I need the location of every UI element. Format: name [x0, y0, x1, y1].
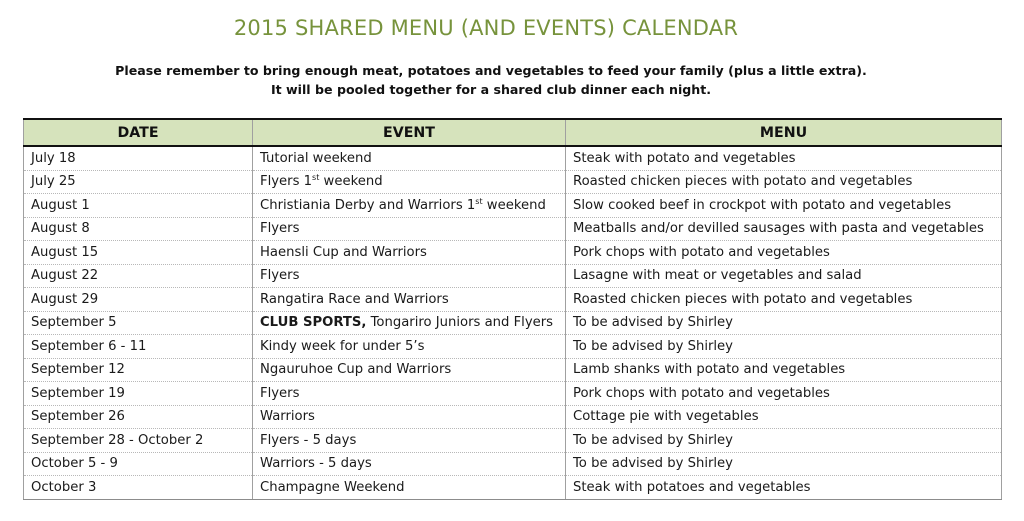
- cell-date: September 6 - 11: [24, 335, 253, 359]
- table-row: [24, 311, 1002, 335]
- cell-menu: Lasagne with meat or vegetables and salad: [566, 264, 1002, 288]
- cell-event: Tutorial weekend: [253, 146, 566, 170]
- table-row: [24, 241, 1002, 265]
- table-row: [24, 146, 1002, 170]
- cell-menu: Pork chops with potato and vegetables: [566, 241, 1002, 265]
- event-text: weekend: [482, 197, 546, 213]
- cell-date: August 29: [24, 288, 253, 312]
- cell-menu: Steak with potatoes and vegetables: [566, 476, 1002, 500]
- cell-date: August 1: [24, 194, 253, 218]
- cell-menu: To be advised by Shirley: [566, 452, 1002, 476]
- table-row: [24, 194, 1002, 218]
- table-body: [24, 146, 1002, 499]
- event-text: Tongariro Juniors and Flyers: [366, 315, 554, 331]
- cell-event: [253, 311, 566, 335]
- column-header-event: EVENT: [253, 119, 566, 146]
- table-row: [24, 170, 1002, 194]
- cell-menu: Roasted chicken pieces with potato and vegetables: [566, 170, 1002, 194]
- table-row: [24, 264, 1002, 288]
- table-row: [24, 358, 1002, 382]
- ordinal-superscript: st: [475, 196, 483, 206]
- cell-date: October 3: [24, 476, 253, 500]
- table-row: [24, 288, 1002, 312]
- cell-date: September 5: [24, 311, 253, 335]
- cell-date: October 5 - 9: [24, 452, 253, 476]
- table-row: [24, 217, 1002, 241]
- cell-date: September 12: [24, 358, 253, 382]
- table-header-row: [24, 119, 1002, 146]
- cell-date: July 25: [24, 170, 253, 194]
- event-text: weekend: [319, 174, 383, 190]
- cell-event: Flyers: [253, 264, 566, 288]
- cell-event: [253, 170, 566, 194]
- subtitle-line-2: It will be pooled together for a shared club dinner each night.: [270, 82, 712, 97]
- table-row: [24, 429, 1002, 453]
- cell-date: September 28 - October 2: [24, 429, 253, 453]
- event-text: Christiania Derby and Warriors 1: [260, 197, 476, 213]
- table-row: [24, 476, 1002, 500]
- cell-event: Haensli Cup and Warriors: [253, 241, 566, 265]
- cell-menu: Steak with potato and vegetables: [566, 146, 1002, 170]
- column-header-date: DATE: [24, 119, 253, 146]
- table-row: [24, 335, 1002, 359]
- cell-event: Champagne Weekend: [253, 476, 566, 500]
- cell-menu: Meatballs and/or devilled sausages with pasta and vegetables: [566, 217, 1002, 241]
- cell-date: August 22: [24, 264, 253, 288]
- cell-event: Kindy week for under 5’s: [253, 335, 566, 359]
- table-row: [24, 452, 1002, 476]
- cell-date: August 8: [24, 217, 253, 241]
- column-header-menu: MENU: [566, 119, 1002, 146]
- cell-event: Flyers: [253, 217, 566, 241]
- cell-menu: To be advised by Shirley: [566, 429, 1002, 453]
- cell-date: July 18: [24, 146, 253, 170]
- event-bold-text: CLUB SPORTS,: [260, 315, 367, 331]
- cell-event: Ngauruhoe Cup and Warriors: [253, 358, 566, 382]
- cell-event: Warriors: [253, 405, 566, 429]
- cell-menu: To be advised by Shirley: [566, 335, 1002, 359]
- menu-calendar-table: [23, 118, 1002, 500]
- page-title: 2015 SHARED MENU (AND EVENTS) CALENDAR: [233, 16, 739, 40]
- subtitle: [0, 61, 982, 99]
- cell-menu: Lamb shanks with potato and vegetables: [566, 358, 1002, 382]
- table-row: [24, 405, 1002, 429]
- cell-menu: Pork chops with potato and vegetables: [566, 382, 1002, 406]
- cell-menu: To be advised by Shirley: [566, 311, 1002, 335]
- cell-date: September 26: [24, 405, 253, 429]
- cell-event: [253, 194, 566, 218]
- cell-date: September 19: [24, 382, 253, 406]
- event-text: Flyers 1: [260, 174, 313, 190]
- cell-menu: Cottage pie with vegetables: [566, 405, 1002, 429]
- subtitle-line-1: Please remember to bring enough meat, potatoes and vegetables to feed your family (plus a little extra).: [115, 63, 867, 78]
- cell-date: August 15: [24, 241, 253, 265]
- cell-menu: Slow cooked beef in crockpot with potato and vegetables: [566, 194, 1002, 218]
- cell-event: Flyers - 5 days: [253, 429, 566, 453]
- ordinal-superscript: st: [312, 173, 320, 183]
- cell-event: Flyers: [253, 382, 566, 406]
- cell-menu: Roasted chicken pieces with potato and vegetables: [566, 288, 1002, 312]
- cell-event: Warriors - 5 days: [253, 452, 566, 476]
- cell-event: Rangatira Race and Warriors: [253, 288, 566, 312]
- table-row: [24, 382, 1002, 406]
